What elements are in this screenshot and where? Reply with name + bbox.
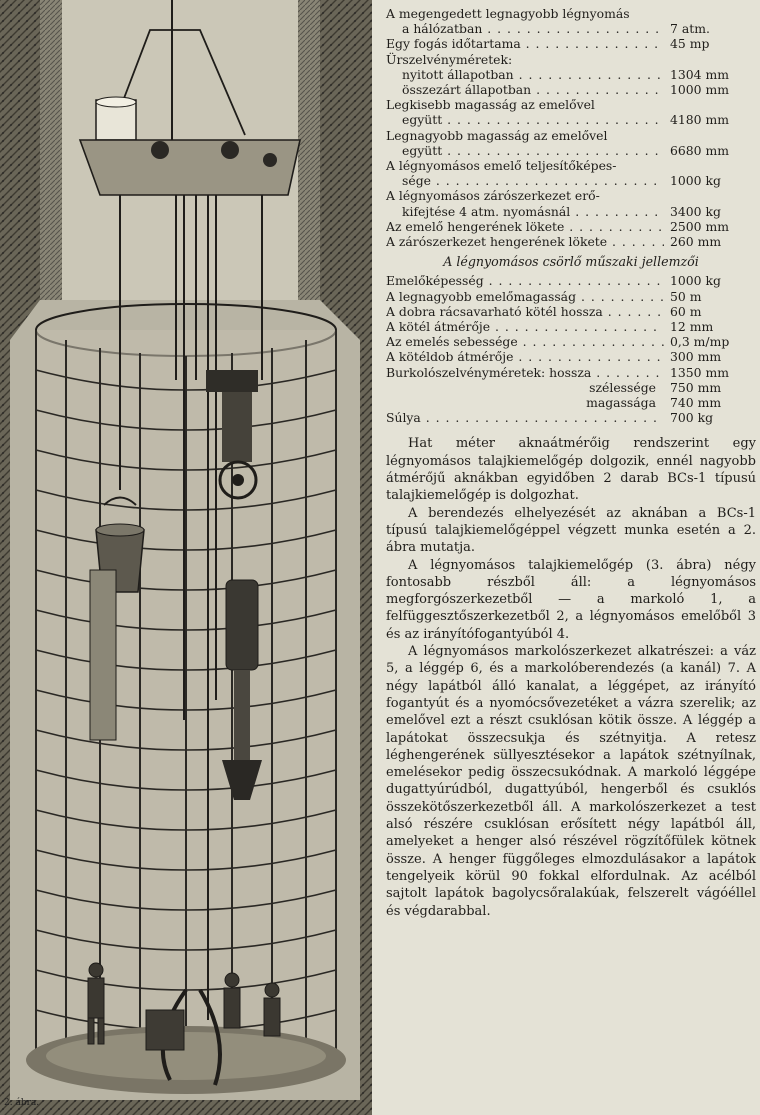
body-paragraph: A légnyomásos markolószerkezet alkatrészei: a váz 5, a léggép 6, és a markolóberendezés (a kanál) 7. A négy lapátból álló kanalat, a léggépet, az irányító fogantyút és a nyomócsővezetéket a vázra szerelik; az emelővel ezt a részt csuklósan kötik össze. A léggép a lapátokat összecsukja és szétnyitja. A retesz léghengerének süllyesztésekor a lapátok szétnyílnak, emelésekor pedig összecsukódnak. A markoló léggépe dugattyúrúdból, dugattyúból, hengerből és csuklós összekötőszerkezetből áll. A markolószerkezet a test alsó részére csuklósan erősített négy lapátból áll, amelyeket a henger alsó részével rögzítőfülek kötnek össze. A henger függőleges elmozdulásakor a lapátok tengelyeik körül 90 fokkal elfordulnak. Az acélból sajtolt lapátok bagolycsőralakúak, felszerelt vágóéllel és végdarabbal. bbox=[386, 644, 756, 919]
spec-row bbox=[386, 304, 756, 319]
spec-heading: Legnagyobb magasság az emelővel bbox=[386, 127, 608, 143]
spec-value: 50 m bbox=[664, 289, 756, 304]
spec-heading: Legkisebb magasság az emelővel bbox=[386, 97, 595, 113]
spec-label: Az emelés sebessége . . . bbox=[386, 334, 664, 349]
spec-label: a hálózatban . . . bbox=[386, 21, 664, 36]
spec-value: 7 atm. bbox=[664, 21, 756, 36]
spec-value: 45 mp bbox=[664, 36, 756, 51]
spec-label: szélessége bbox=[589, 379, 656, 395]
spec-row bbox=[386, 219, 756, 234]
shaft-illustration bbox=[0, 0, 372, 1115]
figure-caption: 2. ábra. bbox=[4, 1098, 40, 1108]
shaft-drawing bbox=[0, 0, 372, 1115]
spec-table-digger bbox=[386, 6, 756, 249]
spec-label: Az emelő hengerének lökete . . . bbox=[386, 219, 664, 234]
spec-label: A zárószerkezet hengerének lökete . . . bbox=[386, 234, 664, 249]
spec-label: A dobra rácsavarható kötél hossza . . . bbox=[386, 304, 664, 319]
spec-row bbox=[386, 234, 756, 249]
spec-row bbox=[386, 143, 756, 158]
spec-label: A kötél átmérője . . . bbox=[386, 319, 664, 334]
spec-value: 1000 kg bbox=[664, 273, 756, 288]
spec-heading: Ürszelvényméretek: bbox=[386, 51, 513, 67]
spec-row bbox=[386, 273, 756, 288]
spec-heading: A légnyomásos emelő teljesítőképes- bbox=[386, 158, 617, 174]
spec-value: 1350 mm bbox=[664, 365, 756, 380]
spec-row bbox=[386, 36, 756, 51]
spec-value: 750 mm bbox=[664, 380, 756, 395]
spec-value: 4180 mm bbox=[664, 112, 756, 127]
spec-value: 3400 kg bbox=[664, 204, 756, 219]
spec-row bbox=[386, 395, 756, 410]
section-subtitle: A légnyomásos csörlő műszaki jellemzői bbox=[443, 254, 699, 270]
spec-value: 700 kg bbox=[664, 410, 756, 425]
spec-label: Emelőképesség . . . bbox=[386, 273, 664, 288]
spec-value: 0,3 m/mp bbox=[664, 334, 756, 349]
spec-label: nyitott állapotban . . . bbox=[386, 67, 664, 82]
spec-value: 1000 kg bbox=[664, 173, 756, 188]
spec-value: 740 mm bbox=[664, 395, 756, 410]
spec-label: összezárt állapotban . . . bbox=[386, 82, 664, 97]
spec-label: Burkolószelvényméretek: hossza . . . bbox=[386, 365, 664, 380]
spec-label: Súlya . . . bbox=[386, 410, 664, 425]
spec-row bbox=[386, 334, 756, 349]
spec-label: sége . . . bbox=[386, 173, 664, 188]
spec-label: Egy fogás időtartama . . . bbox=[386, 36, 664, 51]
spec-heading: A légnyomásos zárószerkezet erő- bbox=[386, 188, 600, 204]
spec-table-winch bbox=[386, 273, 756, 425]
spec-label: kifejtése 4 atm. nyomásnál . . . bbox=[386, 204, 664, 219]
spec-row bbox=[386, 112, 756, 127]
spec-value: 1304 mm bbox=[664, 67, 756, 82]
spec-row bbox=[386, 173, 756, 188]
spec-value: 6680 mm bbox=[664, 143, 756, 158]
spec-label: A kötéldob átmérője . . . bbox=[386, 349, 664, 364]
spec-row bbox=[386, 349, 756, 364]
spec-label: A legnagyobb emelőmagasság . . . bbox=[386, 289, 664, 304]
spec-value: 12 mm bbox=[664, 319, 756, 334]
spec-row bbox=[386, 82, 756, 97]
spec-label: együtt . . . bbox=[386, 112, 664, 127]
body-paragraph: Hat méter aknaátmérőig rendszerint egy légnyomásos talajkiemelőgép dolgozik, ennél nagyobb átmérőjű aknákban egyidőben 2 darab BCs-1 típusú talajkiemelőgép is dolgozhat. bbox=[386, 436, 756, 504]
spec-heading: A megengedett legnagyobb légnyomás bbox=[386, 6, 630, 21]
spec-row bbox=[386, 21, 756, 36]
spec-label: együtt . . . bbox=[386, 143, 664, 158]
spec-row bbox=[386, 289, 756, 304]
body-paragraph: A légnyomásos talajkiemelőgép (3. ábra) négy fontosabb részből áll: a légnyomásos megforgószerkezetből — a markoló 1, a felfüggesztőszerkezetből 2, a légnyomásos emelőből 3 és az irányítófogantyúból 4. bbox=[386, 557, 756, 642]
spec-row bbox=[386, 319, 756, 334]
spec-row bbox=[386, 204, 756, 219]
spec-row bbox=[386, 380, 756, 395]
spec-label: magassága bbox=[586, 395, 656, 411]
spec-value: 1000 mm bbox=[664, 82, 756, 97]
text-column bbox=[386, 6, 756, 920]
spec-value: 60 m bbox=[664, 304, 756, 319]
spec-row bbox=[386, 365, 756, 380]
spec-value: 300 mm bbox=[664, 349, 756, 364]
spec-value: 2500 mm bbox=[664, 219, 756, 234]
spec-value: 260 mm bbox=[664, 234, 756, 249]
spec-row bbox=[386, 67, 756, 82]
body-paragraph: A berendezés elhelyezését az aknában a BCs-1 típusú talajkiemelőgéppel végzett munka esetén a 2. ábra mutatja. bbox=[386, 505, 756, 556]
spec-row bbox=[386, 410, 756, 425]
